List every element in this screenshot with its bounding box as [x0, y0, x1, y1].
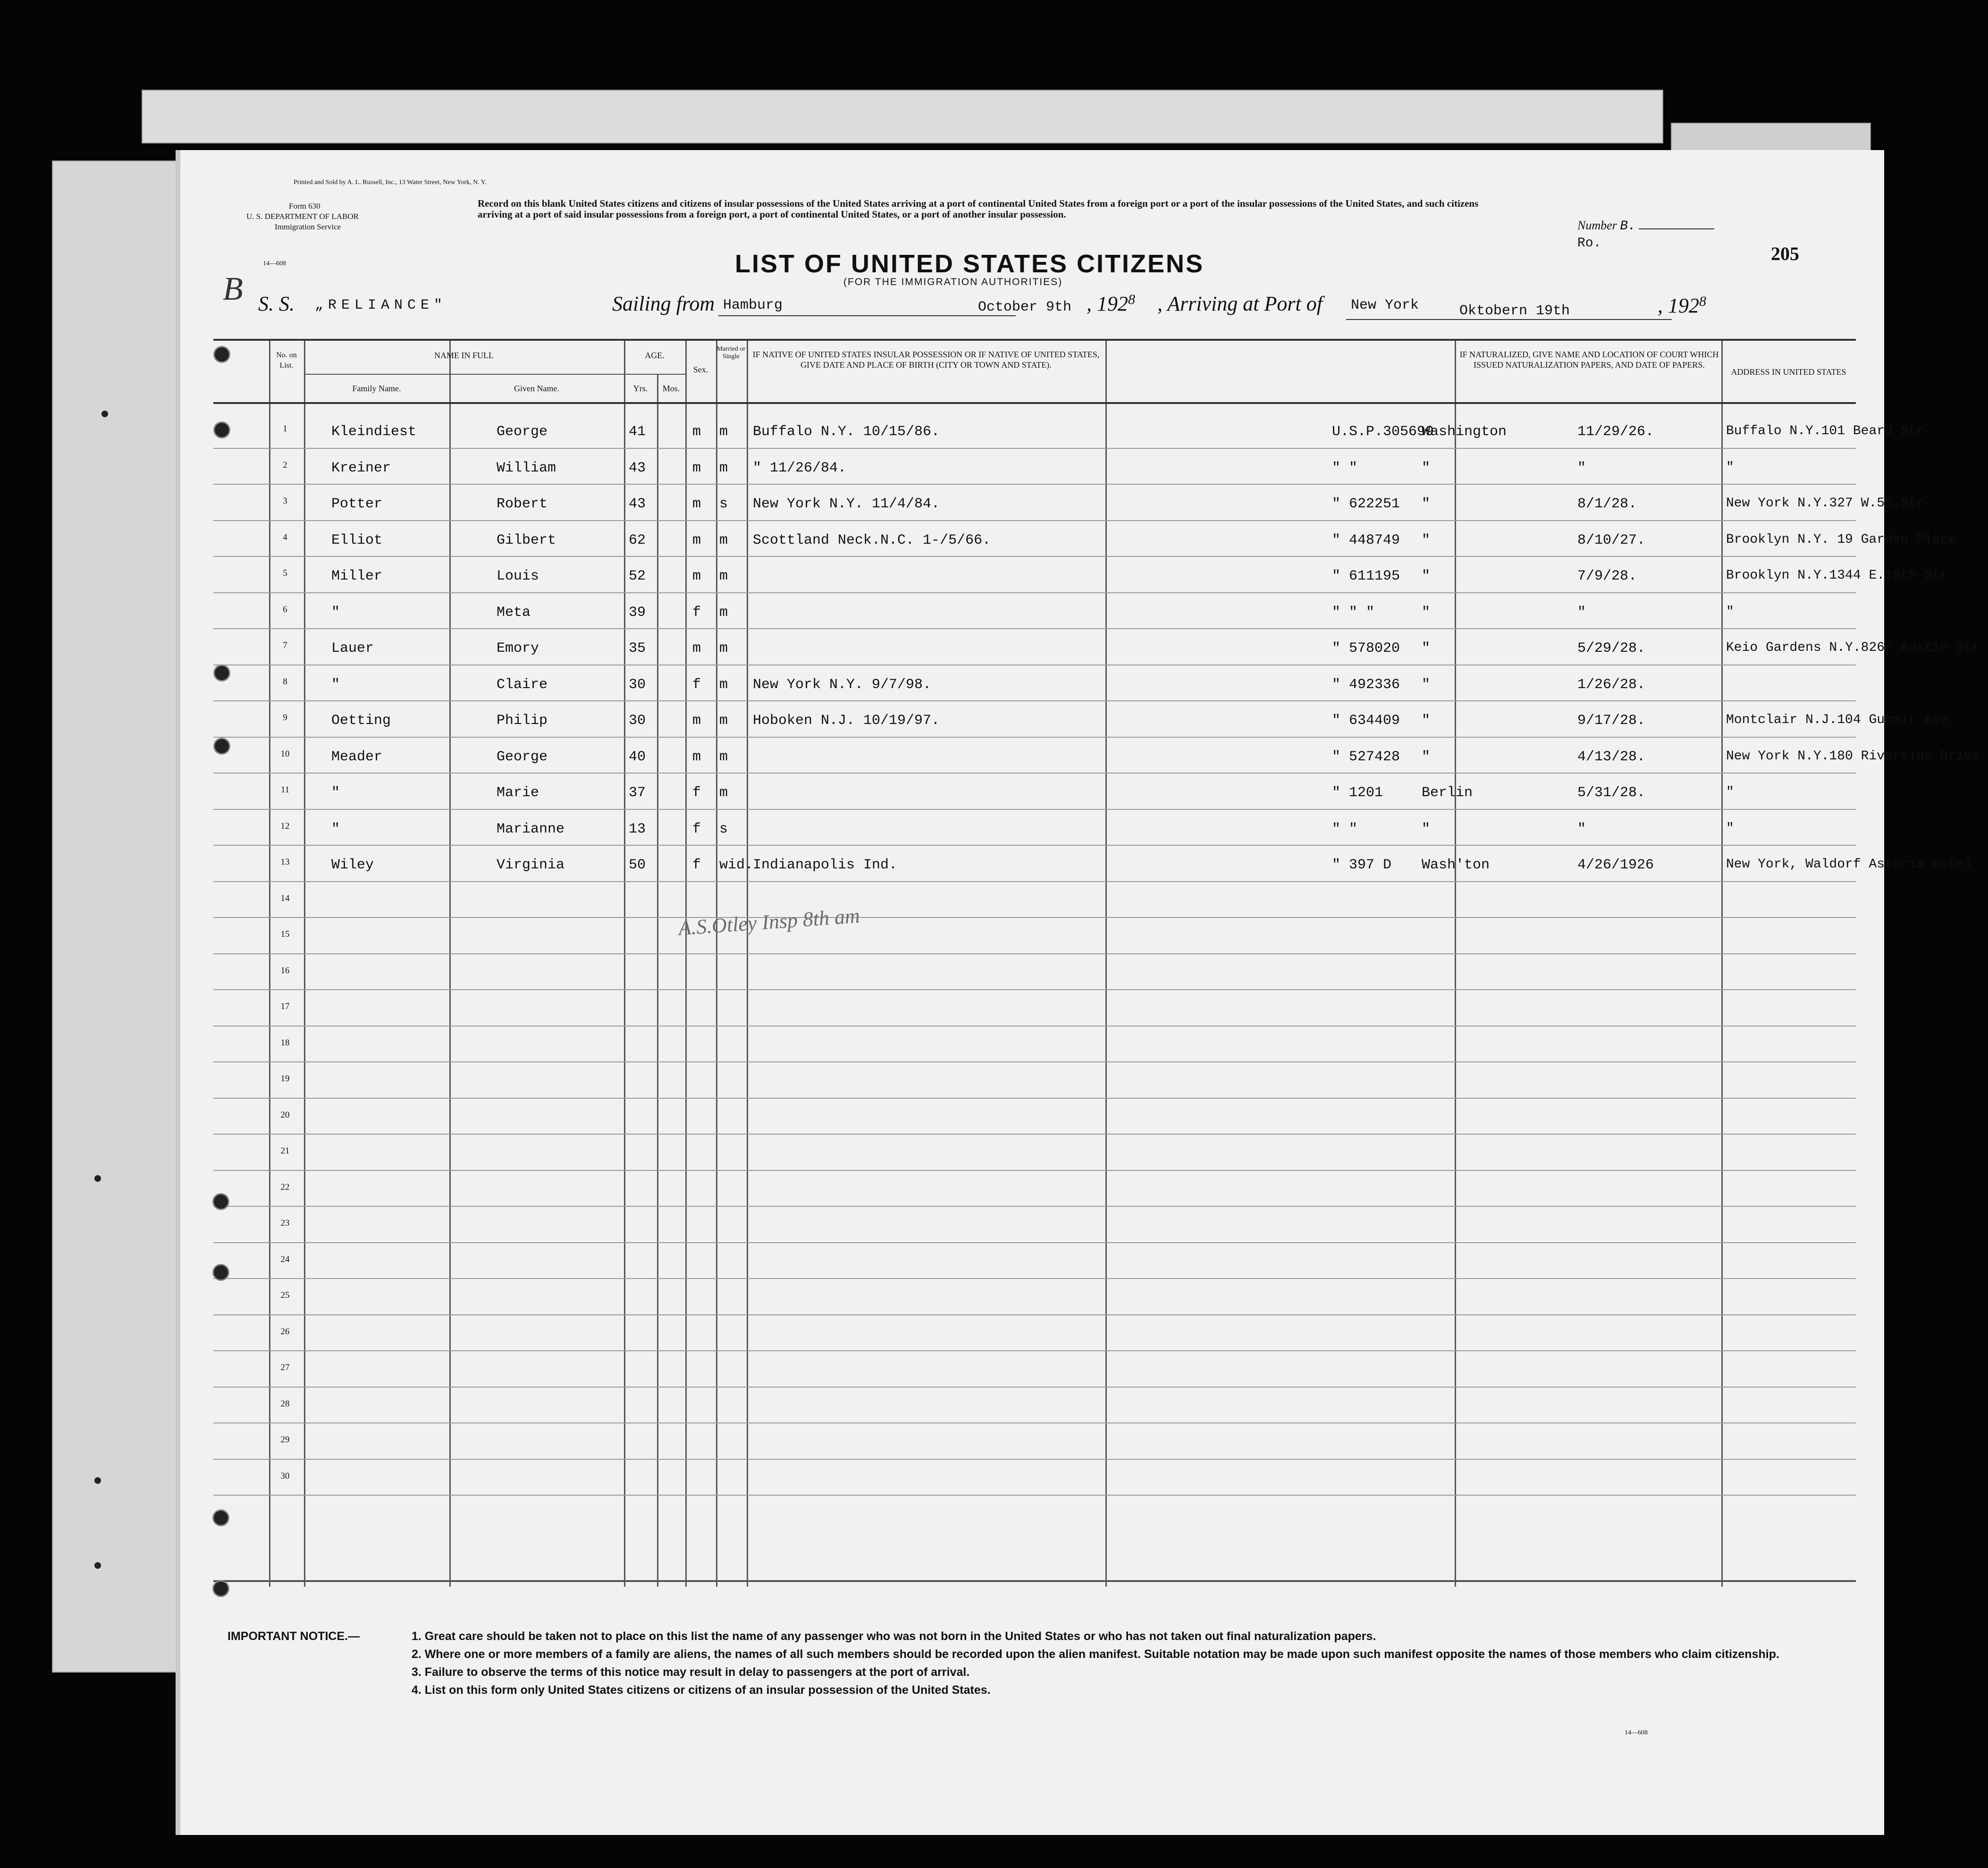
cell-family: Kreiner — [331, 460, 391, 476]
cell-given: Virginia — [497, 857, 565, 873]
row-rule — [213, 1422, 1856, 1423]
row-number: 2 — [283, 460, 287, 470]
row-rule — [213, 989, 1856, 990]
cell-birth: " 11/26/84. — [753, 460, 847, 476]
row-number: 15 — [280, 929, 290, 939]
inspector-note: A.S.Otley Insp 8th am — [677, 904, 861, 940]
arrival-year — [1658, 294, 1706, 318]
ro-label: Ro. — [1577, 236, 1601, 251]
cell-family: Oetting — [331, 713, 391, 729]
table-row — [213, 601, 1856, 637]
cell-nat-date: 5/31/28. — [1577, 785, 1646, 801]
row-number: 8 — [283, 676, 287, 687]
cell-court: " — [1422, 676, 1431, 693]
row-number: 30 — [280, 1471, 290, 1481]
cell-nat-date: 4/13/28. — [1577, 749, 1646, 765]
binder-dot — [94, 1477, 101, 1484]
cell-nat-date: 11/29/26. — [1577, 424, 1654, 440]
cell-nat-no: " " — [1332, 821, 1358, 837]
page-subtitle: (FOR THE IMMIGRATION AUTHORITIES) — [843, 277, 1063, 287]
cell-nat-no: " 622251 — [1332, 496, 1400, 512]
cell-nat-no: " 1201 — [1332, 785, 1383, 801]
number-value: B. — [1620, 219, 1636, 234]
cell-age: 39 — [629, 604, 646, 621]
cell-nat-no: " " — [1332, 460, 1358, 476]
cell-birth: Buffalo N.Y. 10/15/86. — [753, 424, 940, 440]
table-row — [213, 709, 1956, 745]
cell-court: " — [1422, 604, 1431, 621]
cell-age: 50 — [629, 857, 646, 873]
col-header-family: Family Name. — [352, 384, 401, 393]
row-rule — [213, 1495, 1856, 1496]
cell-nat-date: " — [1577, 460, 1586, 476]
col-header-married: Married or Single — [716, 345, 746, 360]
cell-birth: New York N.Y. 11/4/84. — [753, 496, 940, 512]
cell-court: " — [1422, 496, 1431, 512]
cell-court: " — [1422, 532, 1431, 548]
cell-court: " — [1422, 821, 1431, 837]
cell-ms: m — [719, 640, 728, 656]
cell-nat-date: 8/10/27. — [1577, 532, 1646, 548]
cell-given: Philip — [497, 713, 548, 729]
from-port: Hamburg — [723, 297, 783, 313]
cell-address: New York N.Y.327 W.55.Str. — [1726, 496, 1932, 511]
cell-sex: m — [692, 532, 701, 548]
cell-court: " — [1422, 749, 1431, 765]
cell-nat-date: 4/26/1926 — [1577, 857, 1654, 873]
cell-address: " — [1726, 604, 1734, 619]
row-number: 1 — [283, 424, 287, 434]
cell-age: 40 — [629, 749, 646, 765]
cell-ms: m — [719, 785, 728, 801]
col-header-given: Given Name. — [514, 384, 559, 393]
arriving-label: , Arriving at Port of — [1157, 292, 1323, 315]
cell-court: " — [1422, 640, 1431, 656]
cell-address: New York, Waldorf Astoria Hotel — [1726, 857, 1972, 872]
binder-hole — [213, 738, 230, 755]
binder-hole — [213, 346, 230, 363]
cell-nat-no: " 527428 — [1332, 749, 1400, 765]
cell-age: 30 — [629, 676, 646, 693]
cell-sex: f — [692, 785, 701, 801]
row-number: 28 — [280, 1398, 290, 1409]
row-number: 18 — [280, 1037, 290, 1048]
cell-given: Gilbert — [497, 532, 556, 548]
row-rule — [213, 1098, 1856, 1099]
page-title: LIST OF UNITED STATES CITIZENS — [735, 250, 1204, 278]
sail-year-suffix: 8 — [1128, 292, 1135, 307]
cell-nat-no: " " " — [1332, 604, 1375, 621]
service-label: Immigration Service — [275, 222, 341, 231]
notice-heading: IMPORTANT NOTICE.— — [227, 1630, 360, 1643]
cell-sex: f — [692, 857, 701, 873]
ss-label: S. S. — [258, 292, 295, 315]
row-number: 24 — [280, 1254, 290, 1264]
table-bottom-rule — [213, 1580, 1856, 1582]
form-number: Form 630 — [289, 202, 320, 210]
binder-dot — [94, 1562, 101, 1569]
col-header-age: AGE. — [645, 351, 665, 360]
cell-nat-date: 8/1/28. — [1577, 496, 1637, 512]
cell-address: " — [1726, 821, 1734, 836]
col-header-yrs: Yrs. — [633, 384, 648, 393]
cell-sex: m — [692, 713, 701, 729]
col-header-birth: IF NATIVE OF UNITED STATES INSULAR POSSESSION OR IF NATIVE OF UNITED STATES, GIVE DATE AND PLACE OF BIRTH (CITY OR TOWN AND STATE). — [752, 350, 1100, 370]
cell-ms: m — [719, 604, 728, 621]
cell-given: George — [497, 424, 548, 440]
cell-family: " — [331, 676, 340, 693]
cell-given: Robert — [497, 496, 548, 512]
row-rule — [213, 1387, 1856, 1388]
cell-nat-date: 9/17/28. — [1577, 713, 1646, 729]
cell-sex: f — [692, 604, 701, 621]
row-number: 4 — [283, 532, 287, 542]
binder-dot — [101, 411, 108, 417]
cell-given: William — [497, 460, 556, 476]
cell-nat-no: " 578020 — [1332, 640, 1400, 656]
col-header-mos: Mos. — [662, 384, 680, 393]
cell-given: Marie — [497, 785, 539, 801]
cell-court: " — [1422, 568, 1431, 584]
notice-list — [412, 1627, 1828, 1699]
row-number: 14 — [280, 893, 290, 903]
ship-name: „RELIANCE" — [315, 297, 447, 313]
cell-ms: wid. — [719, 857, 754, 873]
row-number: 23 — [280, 1218, 290, 1228]
table-row — [213, 817, 1856, 854]
cell-ms: m — [719, 424, 728, 440]
row-rule — [213, 1170, 1856, 1171]
cell-sex: m — [692, 749, 701, 765]
cell-family: Lauer — [331, 640, 374, 656]
row-number: 9 — [283, 713, 287, 723]
sail-year-prefix: , 192 — [1087, 292, 1128, 315]
row-number: 6 — [283, 604, 287, 614]
cell-given: Emory — [497, 640, 539, 656]
cell-nat-no: " 492336 — [1332, 676, 1400, 693]
row-number: 27 — [280, 1363, 290, 1372]
row-rule — [213, 1242, 1856, 1243]
cell-address: " — [1726, 460, 1734, 475]
table-row — [213, 564, 1956, 601]
cell-family: " — [331, 604, 340, 621]
row-rule — [213, 1459, 1856, 1460]
cell-nat-date: 7/9/28. — [1577, 568, 1637, 584]
cell-age: 43 — [629, 460, 646, 476]
cell-court: Washington — [1422, 424, 1507, 440]
cell-given: Claire — [497, 676, 548, 693]
number-blank-line — [1639, 228, 1714, 229]
cell-age: 13 — [629, 821, 646, 837]
manifest-rows — [213, 414, 1988, 1585]
cell-sex: m — [692, 496, 701, 512]
cell-address: Brooklyn N.Y.1344 E.19th Str. — [1726, 568, 1956, 583]
cell-ms: m — [719, 676, 728, 693]
cell-family: Wiley — [331, 857, 374, 873]
record-notice: Record on this blank United States citizens and citizens of insular possessions of the United States arriving at a port of continental United States from a foreign port or a port of the insular possessions of the United States, and such citizens arriving at a port of said insular possessions from a foreign port, a port of continental United States, or a port of another insular possession. — [478, 198, 1479, 220]
table-row — [213, 492, 1932, 529]
row-number: 5 — [283, 568, 287, 578]
cell-court: " — [1422, 713, 1431, 729]
row-number: 20 — [280, 1110, 290, 1120]
cell-court: " — [1422, 460, 1431, 476]
cell-address: Keio Gardens N.Y.8267 Austin Str. — [1726, 640, 1988, 655]
arrival-port: New York — [1351, 297, 1419, 313]
family-given-divider — [304, 374, 685, 375]
row-number: 22 — [280, 1182, 290, 1192]
col-header-sex: Sex. — [693, 365, 708, 374]
sail-year — [1087, 292, 1135, 316]
cell-sex: f — [692, 676, 701, 693]
cell-court: Wash'ton — [1422, 857, 1490, 873]
row-number: 10 — [280, 749, 290, 759]
cell-family: Elliot — [331, 532, 383, 548]
table-row — [213, 456, 1856, 493]
cell-sex: m — [692, 568, 701, 584]
notice-item-3: 3. Failure to observe the terms of this notice may result in delay to passengers at the port of arrival. — [412, 1666, 970, 1679]
cell-ms: m — [719, 460, 728, 476]
printer-line: Printed and Sold by A. L. Russell, Inc., 13 Water Street, New York, N. Y. — [294, 179, 487, 186]
form-code: 14—608 — [263, 260, 286, 267]
cell-age: 30 — [629, 713, 646, 729]
binder-hole — [212, 1580, 229, 1597]
cell-ms: s — [719, 496, 728, 512]
cell-ms: s — [719, 821, 728, 837]
row-rule — [213, 1314, 1856, 1315]
binder-hole — [213, 665, 230, 682]
row-number: 29 — [280, 1435, 290, 1445]
binder-dot — [94, 1175, 101, 1182]
cell-sex: f — [692, 821, 701, 837]
cell-given: Louis — [497, 568, 539, 584]
cell-nat-no: U.S.P.305699 — [1332, 424, 1434, 440]
row-rule — [213, 1350, 1856, 1351]
sailing-label: Sailing from — [612, 292, 715, 315]
col-header-no: No. on List. — [276, 351, 297, 370]
row-number: 3 — [283, 496, 287, 506]
row-rule — [213, 917, 1856, 918]
cell-address: Montclair N.J.104 Gummit Ave. — [1726, 713, 1956, 727]
table-row — [213, 781, 1856, 817]
arrival-date: Oktobern 19th — [1459, 303, 1570, 319]
back-sheet-left — [52, 160, 186, 1673]
binder-hole — [212, 1264, 229, 1281]
table-row — [213, 673, 1856, 709]
back-sheet-top — [142, 90, 1663, 143]
row-rule — [213, 1061, 1856, 1062]
row-number: 12 — [280, 821, 290, 831]
cell-age: 35 — [629, 640, 646, 656]
cell-family: " — [331, 821, 340, 837]
cell-age: 52 — [629, 568, 646, 584]
row-rule — [213, 1134, 1856, 1135]
cell-nat-date: " — [1577, 604, 1586, 621]
cell-address: New York N.Y.180 Riverside Drive — [1726, 749, 1980, 764]
cell-birth: Hoboken N.J. 10/19/97. — [753, 713, 940, 729]
cell-birth: New York N.Y. 9/7/98. — [753, 676, 932, 693]
cell-sex: m — [692, 424, 701, 440]
cell-address: " — [1726, 785, 1734, 799]
col-header-naturalized: IF NATURALIZED, GIVE NAME AND LOCATION OF COURT WHICH ISSUED NATURALIZATION PAPERS, AND DATE OF PAPERS. — [1459, 350, 1719, 370]
table-row — [213, 420, 1932, 456]
cell-family: Meader — [331, 749, 383, 765]
cell-nat-date: 5/29/28. — [1577, 640, 1646, 656]
cell-nat-no: " 448749 — [1332, 532, 1400, 548]
cell-nat-no: " 634409 — [1332, 713, 1400, 729]
arrival-year-suffix: 8 — [1699, 294, 1706, 309]
table-row — [213, 529, 1956, 565]
row-rule — [213, 1026, 1856, 1027]
cell-birth: Indianapolis Ind. — [753, 857, 898, 873]
cell-family: Potter — [331, 496, 383, 512]
cell-birth: Scottland Neck.N.C. 1-/5/66. — [753, 532, 991, 548]
row-number: 7 — [283, 640, 287, 650]
cell-nat-date: 1/26/28. — [1577, 676, 1646, 693]
table-row — [213, 853, 1972, 890]
sail-date: October 9th — [978, 299, 1072, 315]
row-number: 21 — [280, 1146, 290, 1156]
cell-given: Meta — [497, 604, 531, 621]
margin-mark: B — [223, 271, 243, 307]
cell-age: 37 — [629, 785, 646, 801]
sailing-underline — [718, 315, 1016, 316]
binder-hole — [212, 1193, 229, 1210]
cell-ms: m — [719, 568, 728, 584]
table-row — [213, 637, 1988, 673]
ro-value: 205 — [1771, 243, 1799, 264]
cell-nat-no: " 611195 — [1332, 568, 1400, 584]
footer-form-code: 14—608 — [1625, 1729, 1648, 1736]
cell-ms: m — [719, 532, 728, 548]
table-row — [213, 745, 1980, 782]
department-label: U. S. DEPARTMENT OF LABOR — [246, 212, 359, 221]
row-number: 11 — [280, 785, 290, 795]
notice-item-2: 2. Where one or more members of a family are aliens, the names of all such members should be recorded upon the alien manifest. Suitable notation may be made upon such manifest opposite the names of those members who claim citizenship. — [412, 1648, 1779, 1661]
cell-sex: m — [692, 640, 701, 656]
number-label — [1577, 219, 1714, 234]
cell-ms: m — [719, 713, 728, 729]
row-rule — [213, 1206, 1856, 1207]
cell-sex: m — [692, 460, 701, 476]
col-header-address: ADDRESS IN UNITED STATES — [1731, 367, 1846, 377]
row-number: 16 — [280, 965, 290, 976]
cell-family: Miller — [331, 568, 383, 584]
row-rule — [213, 953, 1856, 954]
number-label-text: Number — [1577, 219, 1617, 232]
cell-address: Brooklyn N.Y. 19 Garden Place — [1726, 532, 1956, 547]
cell-family: " — [331, 785, 340, 801]
cell-nat-no: " 397 D — [1332, 857, 1392, 873]
header-bottom-line — [213, 402, 1856, 404]
cell-age: 41 — [629, 424, 646, 440]
binder-hole — [212, 1509, 229, 1526]
arrival-year-prefix: , 192 — [1658, 294, 1699, 317]
cell-age: 62 — [629, 532, 646, 548]
row-number: 25 — [280, 1290, 290, 1300]
cell-nat-date: " — [1577, 821, 1586, 837]
cell-given: George — [497, 749, 548, 765]
row-rule — [213, 1278, 1856, 1279]
row-number: 17 — [280, 1001, 290, 1011]
cell-given: Marianne — [497, 821, 565, 837]
cell-ms: m — [719, 749, 728, 765]
binder-hole — [213, 421, 230, 438]
row-number: 19 — [280, 1074, 290, 1084]
notice-item-1: 1. Great care should be taken not to place on this list the name of any passenger who was not born in the United States or who has not taken out final naturalization papers. — [412, 1630, 1376, 1643]
cell-address: Buffalo N.Y.101 Beard Str. — [1726, 424, 1932, 438]
cell-court: Berlin — [1422, 785, 1473, 801]
row-number: 13 — [280, 857, 290, 867]
cell-family: Kleindiest — [331, 424, 417, 440]
cell-age: 43 — [629, 496, 646, 512]
col-header-name-in-full: NAME IN FULL — [434, 351, 494, 360]
manifest-page — [176, 150, 1988, 1835]
arrival-underline — [1346, 319, 1672, 320]
row-number: 26 — [280, 1326, 290, 1337]
notice-item-4: 4. List on this form only United States citizens or citizens of an insular possession of the United States. — [412, 1683, 991, 1697]
